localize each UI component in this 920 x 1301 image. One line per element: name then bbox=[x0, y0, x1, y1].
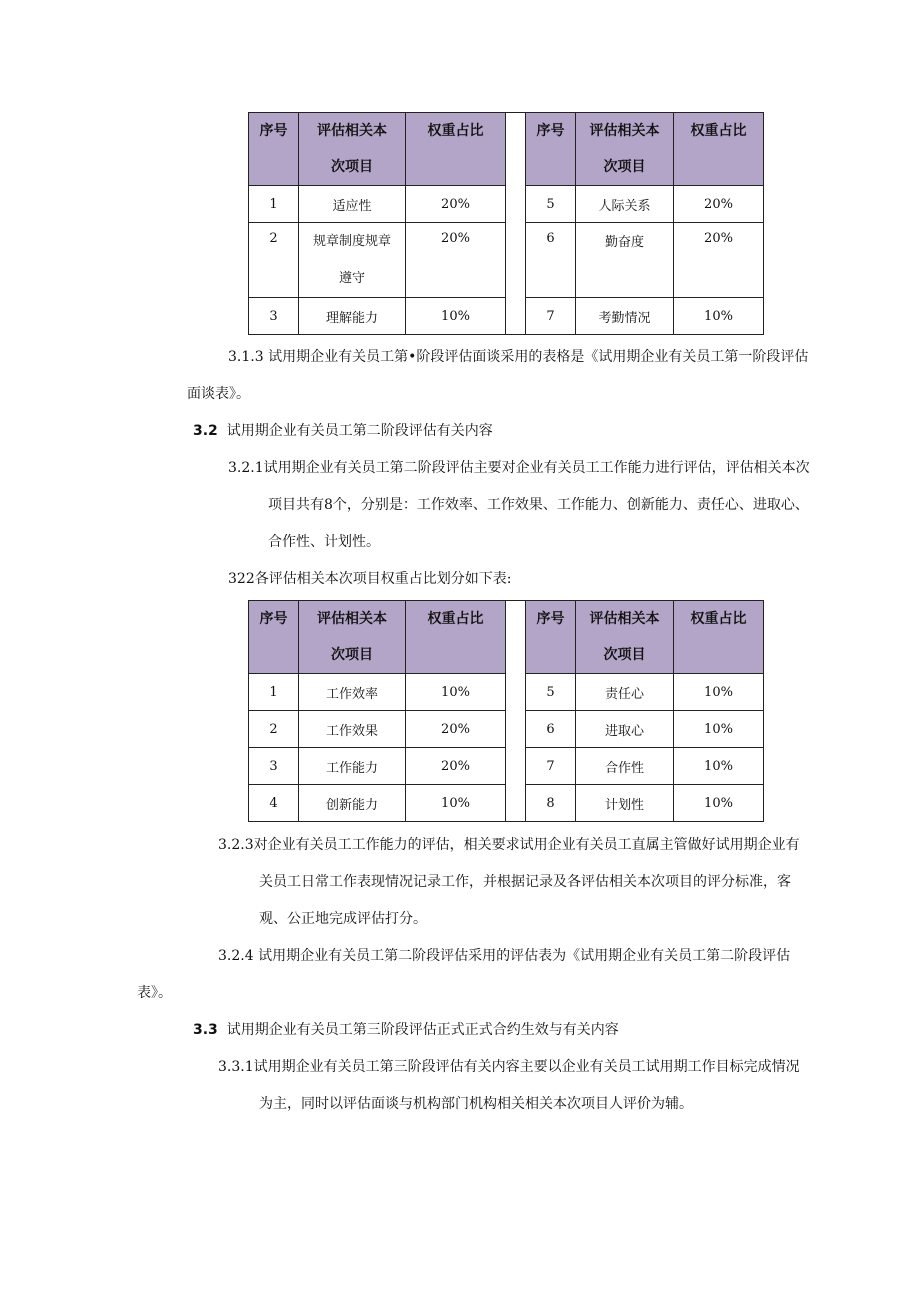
cell-weight: 10% bbox=[674, 711, 764, 748]
paragraph-3-2-1-line3: 合作性、计划性。 bbox=[268, 534, 380, 550]
cell-no: 6 bbox=[526, 711, 576, 748]
paragraph-3-2-2: 322各评估相关本次项目权重占比划分如下表: bbox=[228, 571, 512, 587]
header-no: 序号 bbox=[249, 601, 299, 674]
cell-item: 人际关系 bbox=[576, 186, 674, 223]
cell-item: 创新能力 bbox=[299, 785, 406, 822]
header-weight: 权重占比 bbox=[406, 113, 506, 186]
cell-item: 工作能力 bbox=[299, 748, 406, 785]
paragraph-3-2-3-line2: 关员工日常工作表现情况记录工作，并根据记录及各评估相关本次项目的评分标准，客 bbox=[259, 874, 791, 890]
weight-table-stage2 bbox=[248, 600, 764, 822]
header-no: 序号 bbox=[526, 601, 576, 674]
cell-weight: 10% bbox=[406, 674, 506, 711]
cell-item: 勤奋度 bbox=[576, 223, 674, 298]
section-number: 3.3 bbox=[193, 1022, 218, 1038]
section-heading-3-3 bbox=[193, 1012, 619, 1049]
cell-item: 理解能力 bbox=[299, 298, 406, 335]
header-weight: 权重占比 bbox=[406, 601, 506, 674]
cell-weight: 10% bbox=[406, 785, 506, 822]
cell-no: 7 bbox=[526, 298, 576, 335]
header-weight: 权重占比 bbox=[674, 601, 764, 674]
cell-item: 工作效果 bbox=[299, 711, 406, 748]
paragraph-3-1-3-line1: 3.1.3 试用期企业有关员工第•阶段评估面谈采用的表格是《试用期企业有关员工第一阶段评估 bbox=[228, 349, 809, 365]
paragraph-3-3-1-line1: 3.3.1试用期企业有关员工第三阶段评估有关内容主要以企业有关员工试用期工作目标完成情况 bbox=[218, 1059, 800, 1075]
weight-table-stage1 bbox=[248, 112, 764, 335]
cell-no: 6 bbox=[526, 223, 576, 298]
section-number: 3.2 bbox=[193, 423, 218, 439]
cell-weight: 20% bbox=[406, 748, 506, 785]
cell-item: 考勤情况 bbox=[576, 298, 674, 335]
header-no: 序号 bbox=[249, 113, 299, 186]
section-heading-3-2 bbox=[193, 413, 493, 450]
cell-no: 4 bbox=[249, 785, 299, 822]
paragraph-3-1-3-line2: 面谈表》。 bbox=[187, 386, 250, 402]
header-no: 序号 bbox=[526, 113, 576, 186]
cell-item: 规章制度规章 遵守 bbox=[299, 223, 406, 298]
header-item: 评估相关本 次项目 bbox=[576, 113, 674, 186]
paragraph-3-2-1-line1: 3.2.1试用期企业有关员工第二阶段评估主要对企业有关员工工作能力进行评估，评估相关本次 bbox=[228, 460, 810, 476]
cell-weight: 20% bbox=[674, 186, 764, 223]
paragraph-3-2-1-line2: 项目共有8个，分别是：工作效率、工作效果、工作能力、创新能力、责任心、进取心、 bbox=[268, 497, 809, 513]
cell-weight: 10% bbox=[674, 674, 764, 711]
cell-no: 7 bbox=[526, 748, 576, 785]
cell-item: 计划性 bbox=[576, 785, 674, 822]
header-item: 评估相关本 次项目 bbox=[299, 113, 406, 186]
header-item: 评估相关本 次项目 bbox=[576, 601, 674, 674]
cell-weight: 10% bbox=[406, 298, 506, 335]
paragraph-3-2-4-line2: 表》。 bbox=[137, 985, 172, 1001]
cell-item: 工作效率 bbox=[299, 674, 406, 711]
cell-no: 1 bbox=[249, 186, 299, 223]
cell-no: 5 bbox=[526, 186, 576, 223]
cell-no: 8 bbox=[526, 785, 576, 822]
cell-no: 2 bbox=[249, 223, 299, 298]
cell-weight: 20% bbox=[406, 186, 506, 223]
cell-item: 适应性 bbox=[299, 186, 406, 223]
header-item: 评估相关本 次项目 bbox=[299, 601, 406, 674]
header-weight: 权重占比 bbox=[674, 113, 764, 186]
cell-no: 3 bbox=[249, 748, 299, 785]
paragraph-3-3-1-line2: 为主，同时以评估面谈与机构部门机构相关相关本次项目人评价为辅。 bbox=[259, 1096, 693, 1112]
cell-weight: 20% bbox=[674, 223, 764, 298]
cell-no: 1 bbox=[249, 674, 299, 711]
cell-item: 进取心 bbox=[576, 711, 674, 748]
cell-weight: 10% bbox=[674, 298, 764, 335]
cell-no: 3 bbox=[249, 298, 299, 335]
cell-item: 合作性 bbox=[576, 748, 674, 785]
cell-item: 责任心 bbox=[576, 674, 674, 711]
paragraph-3-2-3-line3: 观、公正地完成评估打分。 bbox=[259, 911, 427, 927]
section-title: 试用期企业有关员工第三阶段评估正式正式合约生效与有关内容 bbox=[226, 1022, 619, 1038]
cell-weight: 20% bbox=[406, 711, 506, 748]
table-spacer bbox=[506, 113, 526, 335]
cell-weight: 20% bbox=[406, 223, 506, 298]
cell-no: 2 bbox=[249, 711, 299, 748]
cell-no: 5 bbox=[526, 674, 576, 711]
cell-weight: 10% bbox=[674, 785, 764, 822]
table-spacer bbox=[506, 601, 526, 822]
paragraph-3-2-3-line1: 3.2.3对企业有关员工工作能力的评估，相关要求试用企业有关员工直属主管做好试用期企业有 bbox=[218, 837, 800, 853]
section-title: 试用期企业有关员工第二阶段评估有关内容 bbox=[226, 423, 493, 439]
paragraph-3-2-4-line1: 3.2.4 试用期企业有关员工第二阶段评估采用的评估表为《试用期企业有关员工第二阶段评估 bbox=[218, 948, 791, 964]
cell-weight: 10% bbox=[674, 748, 764, 785]
